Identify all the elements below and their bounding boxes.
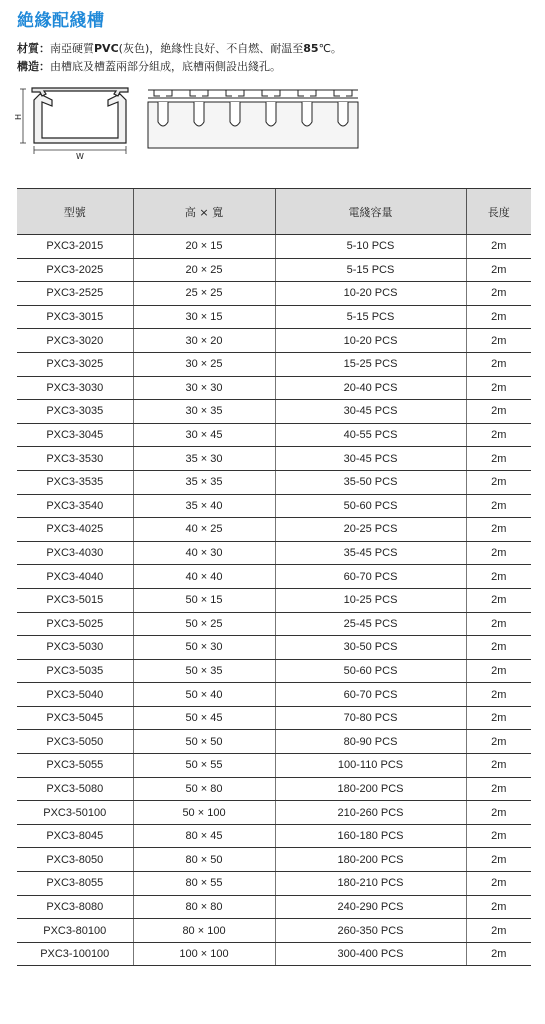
cell-wire-capacity: 100-110 PCS	[275, 754, 466, 778]
cell-length: 2m	[466, 683, 531, 707]
cross-section-diagram	[14, 80, 134, 160]
cell-dimensions: 30 × 45	[133, 423, 275, 447]
cell-model: PXC3-8055	[17, 872, 133, 896]
cell-wire-capacity: 40-55 PCS	[275, 423, 466, 447]
cell-model: PXC3-3530	[17, 447, 133, 471]
cell-length: 2m	[466, 376, 531, 400]
cell-wire-capacity: 5-10 PCS	[275, 235, 466, 259]
cell-wire-capacity: 30-50 PCS	[275, 636, 466, 660]
cell-length: 2m	[466, 872, 531, 896]
cell-wire-capacity: 5-15 PCS	[275, 258, 466, 282]
table-row	[17, 919, 531, 943]
width-label: W	[76, 152, 84, 160]
cell-wire-capacity: 80-90 PCS	[275, 730, 466, 754]
cell-wire-capacity: 260-350 PCS	[275, 919, 466, 943]
table-row	[17, 777, 531, 801]
table-row	[17, 518, 531, 542]
side-view-diagram	[146, 84, 360, 150]
cell-model: PXC3-3020	[17, 329, 133, 353]
cell-dimensions: 30 × 15	[133, 305, 275, 329]
cell-length: 2m	[466, 754, 531, 778]
page-title: 絶緣配綫槽	[17, 11, 105, 31]
cell-length: 2m	[466, 329, 531, 353]
cell-dimensions: 80 × 80	[133, 895, 275, 919]
cell-dimensions: 50 × 55	[133, 754, 275, 778]
cell-dimensions: 35 × 40	[133, 494, 275, 518]
cell-model: PXC3-3025	[17, 352, 133, 376]
cell-dimensions: 50 × 50	[133, 730, 275, 754]
table-row	[17, 470, 531, 494]
table-row	[17, 541, 531, 565]
cell-model: PXC3-5080	[17, 777, 133, 801]
cell-length: 2m	[466, 824, 531, 848]
cell-dimensions: 40 × 30	[133, 541, 275, 565]
table-row	[17, 730, 531, 754]
cell-model: PXC3-5040	[17, 683, 133, 707]
cell-wire-capacity: 5-15 PCS	[275, 305, 466, 329]
table-row	[17, 565, 531, 589]
table-row	[17, 848, 531, 872]
cell-wire-capacity: 15-25 PCS	[275, 352, 466, 376]
cell-length: 2m	[466, 235, 531, 259]
cell-length: 2m	[466, 447, 531, 471]
cell-wire-capacity: 180-200 PCS	[275, 777, 466, 801]
table-row	[17, 588, 531, 612]
cell-model: PXC3-8080	[17, 895, 133, 919]
cell-model: PXC3-2025	[17, 258, 133, 282]
cell-wire-capacity: 180-210 PCS	[275, 872, 466, 896]
cell-dimensions: 30 × 35	[133, 400, 275, 424]
cell-model: PXC3-5025	[17, 612, 133, 636]
cell-model: PXC3-3035	[17, 400, 133, 424]
table-row	[17, 659, 531, 683]
cell-length: 2m	[466, 258, 531, 282]
table-body	[17, 235, 531, 966]
table-row	[17, 706, 531, 730]
cell-dimensions: 50 × 40	[133, 683, 275, 707]
cell-model: PXC3-4040	[17, 565, 133, 589]
cell-length: 2m	[466, 895, 531, 919]
cell-dimensions: 35 × 30	[133, 447, 275, 471]
cell-dimensions: 30 × 20	[133, 329, 275, 353]
cell-wire-capacity: 240-290 PCS	[275, 895, 466, 919]
cell-dimensions: 80 × 100	[133, 919, 275, 943]
table-row	[17, 447, 531, 471]
cell-dimensions: 50 × 35	[133, 659, 275, 683]
cell-dimensions: 50 × 80	[133, 777, 275, 801]
cell-model: PXC3-4030	[17, 541, 133, 565]
table-row	[17, 895, 531, 919]
table-row	[17, 376, 531, 400]
height-label: H	[14, 113, 23, 120]
cell-wire-capacity: 35-45 PCS	[275, 541, 466, 565]
table-row	[17, 400, 531, 424]
cell-dimensions: 50 × 15	[133, 588, 275, 612]
structure-text: 由槽底及槽蓋兩部分組成，底槽兩側設出綫孔。	[50, 60, 281, 73]
table-header-row	[17, 189, 531, 235]
structure-label: 構造：	[17, 60, 50, 73]
table-row	[17, 824, 531, 848]
cell-model: PXC3-5055	[17, 754, 133, 778]
cell-length: 2m	[466, 588, 531, 612]
table-row	[17, 872, 531, 896]
cell-dimensions: 80 × 45	[133, 824, 275, 848]
table-row	[17, 612, 531, 636]
cell-dimensions: 50 × 100	[133, 801, 275, 825]
table-row	[17, 683, 531, 707]
cell-length: 2m	[466, 919, 531, 943]
cell-model: PXC3-2525	[17, 282, 133, 306]
cell-length: 2m	[466, 848, 531, 872]
cell-wire-capacity: 20-25 PCS	[275, 518, 466, 542]
cell-dimensions: 50 × 30	[133, 636, 275, 660]
cell-length: 2m	[466, 942, 531, 966]
cell-length: 2m	[466, 494, 531, 518]
material-text-c: ℃。	[318, 42, 342, 55]
table-row	[17, 282, 531, 306]
cell-length: 2m	[466, 801, 531, 825]
table-row	[17, 494, 531, 518]
cell-length: 2m	[466, 777, 531, 801]
cell-model: PXC3-50100	[17, 801, 133, 825]
cell-wire-capacity: 30-45 PCS	[275, 447, 466, 471]
material-text-b: (灰色)，絶緣性良好、不自燃、耐温至	[118, 42, 304, 55]
cell-wire-capacity: 10-20 PCS	[275, 282, 466, 306]
cell-wire-capacity: 10-20 PCS	[275, 329, 466, 353]
cell-length: 2m	[466, 636, 531, 660]
cell-length: 2m	[466, 305, 531, 329]
cell-model: PXC3-8050	[17, 848, 133, 872]
cell-length: 2m	[466, 352, 531, 376]
cell-model: PXC3-100100	[17, 942, 133, 966]
cell-wire-capacity: 70-80 PCS	[275, 706, 466, 730]
cell-dimensions: 35 × 35	[133, 470, 275, 494]
structure-line	[17, 58, 281, 74]
cell-wire-capacity: 180-200 PCS	[275, 848, 466, 872]
cell-wire-capacity: 300-400 PCS	[275, 942, 466, 966]
cell-length: 2m	[466, 565, 531, 589]
cell-length: 2m	[466, 423, 531, 447]
cell-model: PXC3-5015	[17, 588, 133, 612]
cell-wire-capacity: 10-25 PCS	[275, 588, 466, 612]
header-dimensions: 高 × 寬	[133, 189, 275, 235]
header-wire-capacity: 電綫容量	[275, 189, 466, 235]
cell-length: 2m	[466, 706, 531, 730]
cell-dimensions: 80 × 55	[133, 872, 275, 896]
cell-dimensions: 30 × 25	[133, 352, 275, 376]
cell-length: 2m	[466, 470, 531, 494]
cell-length: 2m	[466, 612, 531, 636]
cell-model: PXC3-4025	[17, 518, 133, 542]
material-pvc: PVC	[94, 42, 119, 55]
cell-wire-capacity: 50-60 PCS	[275, 494, 466, 518]
cell-dimensions: 40 × 40	[133, 565, 275, 589]
cell-dimensions: 20 × 15	[133, 235, 275, 259]
cell-wire-capacity: 35-50 PCS	[275, 470, 466, 494]
cell-wire-capacity: 30-45 PCS	[275, 400, 466, 424]
cell-wire-capacity: 60-70 PCS	[275, 565, 466, 589]
table-row	[17, 942, 531, 966]
cell-length: 2m	[466, 541, 531, 565]
cell-model: PXC3-5035	[17, 659, 133, 683]
cell-model: PXC3-3015	[17, 305, 133, 329]
cell-model: PXC3-8045	[17, 824, 133, 848]
cell-length: 2m	[466, 400, 531, 424]
cell-wire-capacity: 210-260 PCS	[275, 801, 466, 825]
header-length: 長度	[466, 189, 531, 235]
material-temp: 85	[303, 42, 319, 55]
header-model: 型號	[17, 189, 133, 235]
cell-wire-capacity: 60-70 PCS	[275, 683, 466, 707]
trunking-side-view	[148, 90, 358, 148]
cell-dimensions: 50 × 25	[133, 612, 275, 636]
table-row	[17, 329, 531, 353]
table-row	[17, 352, 531, 376]
cell-length: 2m	[466, 518, 531, 542]
table-row	[17, 305, 531, 329]
cell-model: PXC3-80100	[17, 919, 133, 943]
material-label: 材質：	[17, 42, 50, 55]
table-row	[17, 636, 531, 660]
cell-dimensions: 25 × 25	[133, 282, 275, 306]
cell-model: PXC3-3030	[17, 376, 133, 400]
cell-dimensions: 40 × 25	[133, 518, 275, 542]
cell-dimensions: 80 × 50	[133, 848, 275, 872]
cell-model: PXC3-3535	[17, 470, 133, 494]
cell-dimensions: 30 × 30	[133, 376, 275, 400]
cell-wire-capacity: 50-60 PCS	[275, 659, 466, 683]
cell-wire-capacity: 25-45 PCS	[275, 612, 466, 636]
cell-wire-capacity: 160-180 PCS	[275, 824, 466, 848]
table-row	[17, 801, 531, 825]
cell-length: 2m	[466, 730, 531, 754]
cell-model: PXC3-5045	[17, 706, 133, 730]
cell-model: PXC3-3540	[17, 494, 133, 518]
cell-model: PXC3-5030	[17, 636, 133, 660]
table-row	[17, 235, 531, 259]
cell-dimensions: 50 × 45	[133, 706, 275, 730]
table-row	[17, 423, 531, 447]
cell-model: PXC3-5050	[17, 730, 133, 754]
trunking-profile	[32, 88, 128, 143]
cell-model: PXC3-2015	[17, 235, 133, 259]
cell-model: PXC3-3045	[17, 423, 133, 447]
spec-table	[17, 188, 531, 966]
cell-length: 2m	[466, 282, 531, 306]
table-row	[17, 258, 531, 282]
material-text-a: 南亞硬質	[50, 42, 94, 55]
cell-dimensions: 100 × 100	[133, 942, 275, 966]
cell-length: 2m	[466, 659, 531, 683]
table-row	[17, 754, 531, 778]
cell-dimensions: 20 × 25	[133, 258, 275, 282]
cell-wire-capacity: 20-40 PCS	[275, 376, 466, 400]
material-line	[17, 40, 342, 56]
